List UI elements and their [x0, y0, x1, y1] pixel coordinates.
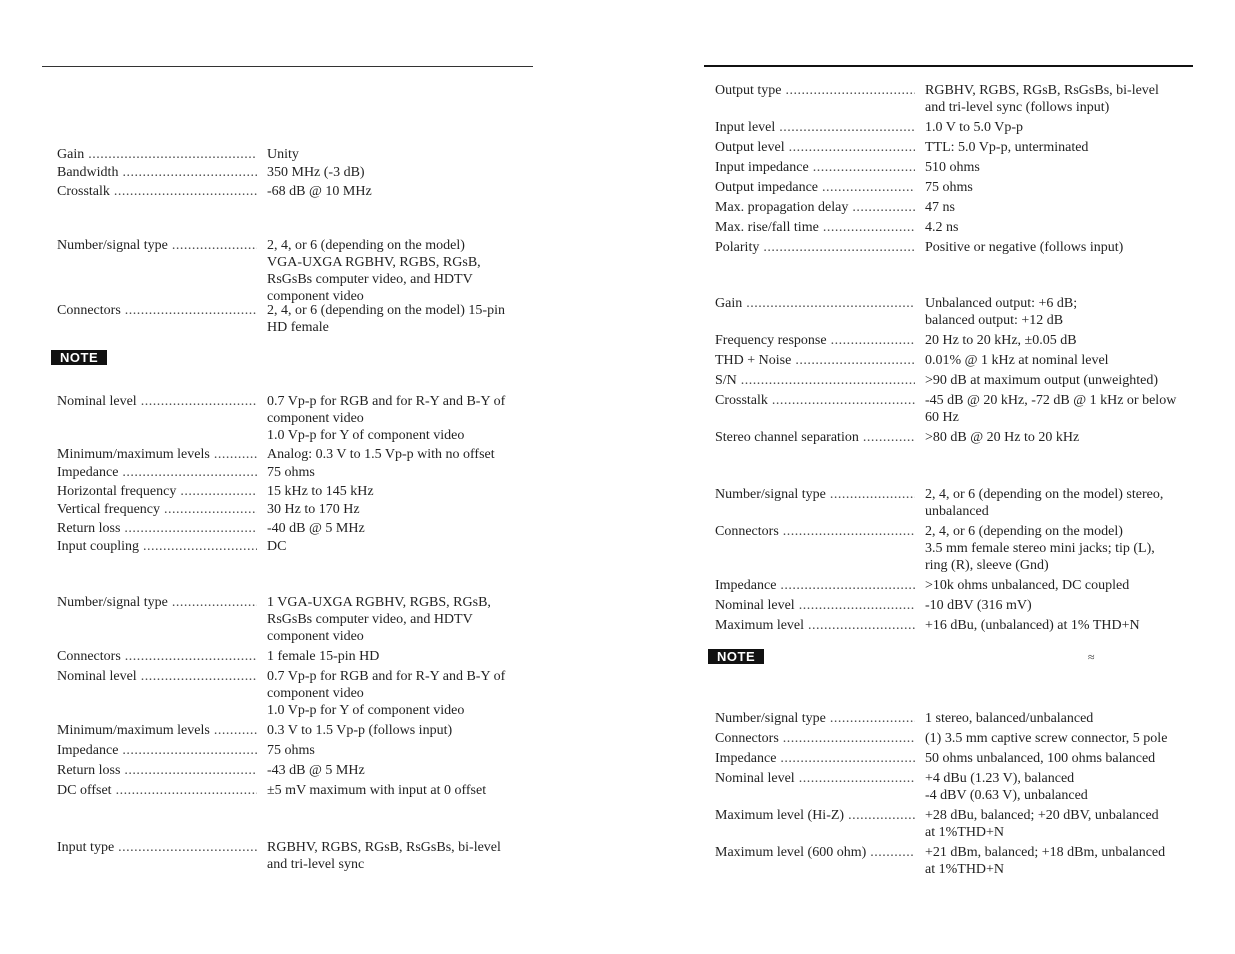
spec-label: THD + Noise ..... — [715, 352, 915, 369]
spec-label: Connectors ..... — [57, 302, 257, 336]
spec-label: Input type ..... — [57, 839, 257, 873]
spec-label: Number/signal type ..... — [57, 237, 257, 305]
spec-label: Number/signal type ..... — [57, 594, 257, 645]
spec-row — [715, 139, 1195, 156]
spec-label: Nominal level ..... — [715, 770, 915, 804]
spec-row — [57, 146, 532, 163]
spec-row — [57, 839, 532, 873]
spec-row — [57, 393, 532, 444]
spec-row — [57, 501, 532, 518]
spec-row — [57, 164, 532, 181]
spec-label: Return loss ..... — [57, 520, 257, 537]
spec-label: S/N ..... — [715, 372, 915, 389]
spec-row — [715, 486, 1195, 520]
spec-row — [715, 352, 1195, 369]
approx-symbol: ≈ — [1088, 650, 1095, 664]
spec-row — [715, 617, 1195, 634]
spec-row — [57, 742, 532, 759]
spec-label: Polarity ..... — [715, 239, 915, 256]
spec-row — [57, 762, 532, 779]
spec-value: 75 ohms — [267, 743, 315, 758]
spec-label: Minimum/maximum levels ..... — [57, 722, 257, 739]
spec-label: Output type ..... — [715, 82, 915, 116]
spec-label: Nominal level ..... — [57, 668, 257, 719]
spec-value: +21 dBm, balanced; +18 dBm, unbalanced at 1%THD+N — [925, 845, 1166, 877]
spec-label: Number/signal type ..... — [715, 486, 915, 520]
spec-row — [57, 520, 532, 537]
spec-label: Stereo channel separation ..... — [715, 429, 915, 446]
spec-label: Output impedance ..... — [715, 179, 915, 196]
spec-row — [715, 372, 1195, 389]
spec-row — [57, 782, 532, 799]
spec-value: 20 Hz to 20 kHz, ±0.05 dB — [925, 333, 1077, 348]
spec-row — [715, 392, 1195, 426]
spec-label: Maximum level (Hi-Z) ..... — [715, 807, 915, 841]
spec-label: Bandwidth ..... — [57, 164, 257, 181]
spec-value: +16 dBu, (unbalanced) at 1% THD+N — [925, 618, 1140, 633]
spec-value: 1 stereo, balanced/unbalanced — [925, 711, 1094, 726]
spec-label: Impedance ..... — [715, 577, 915, 594]
spec-value: Analog: 0.3 V to 1.5 Vp-p with no offset — [267, 447, 495, 462]
spec-value: 1 female 15-pin HD — [267, 649, 380, 664]
spec-label: Crosstalk ..... — [57, 183, 257, 200]
spec-value: +4 dBu (1.23 V), balanced -4 dBV (0.63 V), unbalanced — [925, 771, 1088, 803]
spec-label: Connectors ..... — [715, 523, 915, 574]
spec-row — [57, 183, 532, 200]
spec-label: Impedance ..... — [715, 750, 915, 767]
spec-row — [715, 179, 1195, 196]
spec-value: DC — [267, 539, 287, 554]
spec-row — [715, 295, 1195, 329]
spec-label: Gain ..... — [715, 295, 915, 329]
spec-label: Maximum level ..... — [715, 617, 915, 634]
spec-value: 15 kHz to 145 kHz — [267, 484, 374, 499]
spec-label: Input level ..... — [715, 119, 915, 136]
spec-value: 0.7 Vp-p for RGB and for R-Y and B-Y of component video 1.0 Vp-p for Y of component video — [267, 669, 506, 718]
spec-row — [715, 844, 1195, 878]
spec-label: Max. propagation delay ..... — [715, 199, 915, 216]
spec-value: Positive or negative (follows input) — [925, 240, 1124, 255]
spec-label: Max. rise/fall time ..... — [715, 219, 915, 236]
top-rule-right — [704, 65, 1193, 67]
spec-label: DC offset ..... — [57, 782, 257, 799]
spec-row — [57, 668, 532, 719]
spec-value: 0.01% @ 1 kHz at nominal level — [925, 353, 1109, 368]
spec-label: Number/signal type ..... — [715, 710, 915, 727]
spec-row — [715, 523, 1195, 574]
spec-value: -43 dB @ 5 MHz — [267, 763, 365, 778]
spec-label: Nominal level ..... — [57, 393, 257, 444]
spec-label: Connectors ..... — [57, 648, 257, 665]
spec-row — [57, 594, 532, 645]
spec-value: -68 dB @ 10 MHz — [267, 184, 372, 199]
note-badge: NOTE — [708, 649, 764, 664]
spec-row — [715, 219, 1195, 236]
spec-row — [57, 237, 532, 305]
spec-row — [57, 464, 532, 481]
spec-label: Impedance ..... — [57, 464, 257, 481]
spec-value: 510 ohms — [925, 160, 980, 175]
spec-label: Input coupling ..... — [57, 538, 257, 555]
spec-value: 30 Hz to 170 Hz — [267, 502, 360, 517]
spec-value: Unbalanced output: +6 dB; balanced output: +12 dB — [925, 296, 1078, 328]
spec-value: 75 ohms — [267, 465, 315, 480]
spec-label: Maximum level (600 ohm) ..... — [715, 844, 915, 878]
spec-row — [715, 119, 1195, 136]
spec-value: -40 dB @ 5 MHz — [267, 521, 365, 536]
spec-row — [57, 302, 532, 336]
spec-label: Impedance ..... — [57, 742, 257, 759]
spec-row — [57, 538, 532, 555]
spec-value: RGBHV, RGBS, RGsB, RsGsBs, bi-level and tri-level sync — [267, 840, 501, 872]
spec-label: Vertical frequency ..... — [57, 501, 257, 518]
spec-row — [715, 807, 1195, 841]
note-badge: NOTE — [51, 350, 107, 365]
spec-value: 2, 4, or 6 (depending on the model) stereo, unbalanced — [925, 487, 1164, 519]
spec-value: >90 dB at maximum output (unweighted) — [925, 373, 1159, 388]
spec-value: 1 VGA-UXGA RGBHV, RGBS, RGsB, RsGsBs computer video, and HDTV component video — [267, 595, 491, 644]
spec-value: 47 ns — [925, 200, 955, 215]
top-rule-left — [42, 66, 533, 67]
spec-label: Input impedance ..... — [715, 159, 915, 176]
spec-label: Minimum/maximum levels ..... — [57, 446, 257, 463]
spec-value: -45 dB @ 20 kHz, -72 dB @ 1 kHz or below 60 Hz — [925, 393, 1177, 425]
spec-value: 4.2 ns — [925, 220, 959, 235]
spec-row — [715, 429, 1195, 446]
spec-row — [715, 239, 1195, 256]
spec-value: Unity — [267, 147, 299, 162]
spec-row — [715, 750, 1195, 767]
spec-label: Return loss ..... — [57, 762, 257, 779]
spec-value: >80 dB @ 20 Hz to 20 kHz — [925, 430, 1080, 445]
spec-value: 2, 4, or 6 (depending on the model) 15-pin HD female — [267, 303, 505, 335]
spec-value: 2, 4, or 6 (depending on the model) VGA-UXGA RGBHV, RGBS, RGsB, RsGsBs computer video, and HDTV component video — [267, 238, 481, 304]
spec-label: Crosstalk ..... — [715, 392, 915, 426]
spec-row — [715, 159, 1195, 176]
spec-value: 0.3 V to 1.5 Vp-p (follows input) — [267, 723, 453, 738]
spec-row — [57, 446, 532, 463]
spec-value: 75 ohms — [925, 180, 973, 195]
spec-row — [715, 770, 1195, 804]
spec-row — [57, 722, 532, 739]
spec-value: (1) 3.5 mm captive screw connector, 5 pole — [925, 731, 1168, 746]
spec-row — [715, 199, 1195, 216]
spec-value: 0.7 Vp-p for RGB and for R-Y and B-Y of component video 1.0 Vp-p for Y of component video — [267, 394, 506, 443]
spec-label: Nominal level ..... — [715, 597, 915, 614]
spec-row — [57, 483, 532, 500]
spec-row — [715, 332, 1195, 349]
spec-value: RGBHV, RGBS, RGsB, RsGsBs, bi-level and tri-level sync (follows input) — [925, 83, 1159, 115]
spec-value: 350 MHz (-3 dB) — [267, 165, 365, 180]
spec-label: Gain ..... — [57, 146, 257, 163]
spec-label: Connectors ..... — [715, 730, 915, 747]
spec-value: 50 ohms unbalanced, 100 ohms balanced — [925, 751, 1156, 766]
spec-row — [715, 710, 1195, 727]
spec-value: +28 dBu, balanced; +20 dBV, unbalanced at 1%THD+N — [925, 808, 1159, 840]
spec-row — [715, 730, 1195, 747]
spec-row — [715, 597, 1195, 614]
spec-row — [715, 82, 1195, 116]
spec-label: Horizontal frequency ..... — [57, 483, 257, 500]
spec-value: 1.0 V to 5.0 Vp-p — [925, 120, 1024, 135]
spec-value: TTL: 5.0 Vp-p, unterminated — [925, 140, 1089, 155]
spec-label: Frequency response ..... — [715, 332, 915, 349]
spec-value: -10 dBV (316 mV) — [925, 598, 1032, 613]
spec-label: Output level ..... — [715, 139, 915, 156]
spec-value: >10k ohms unbalanced, DC coupled — [925, 578, 1130, 593]
spec-value: ±5 mV maximum with input at 0 offset — [267, 783, 487, 798]
spec-row — [715, 577, 1195, 594]
spec-value: 2, 4, or 6 (depending on the model) 3.5 mm female stereo mini jacks; tip (L), ring (R), sleeve (Gnd) — [925, 524, 1155, 573]
spec-row — [57, 648, 532, 665]
